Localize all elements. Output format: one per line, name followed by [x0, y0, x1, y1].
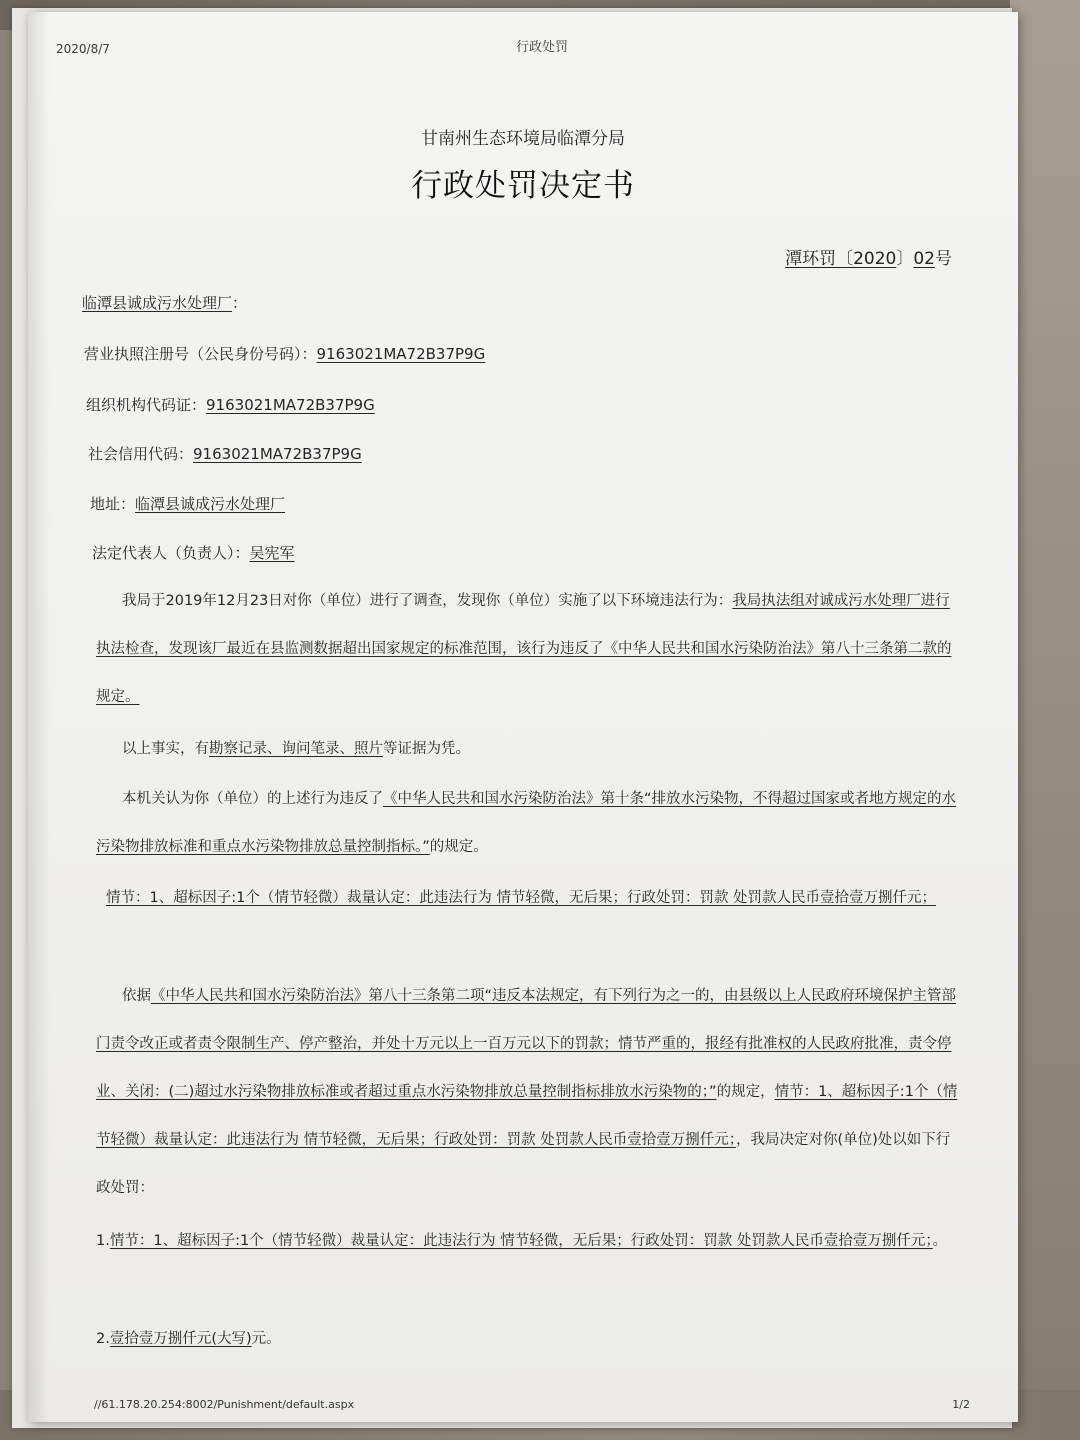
- print-page-number: 1/2: [952, 1398, 970, 1411]
- print-footer-url: //61.178.20.254:8002/Punishment/default.aspx: [94, 1398, 355, 1411]
- agency-name: 甘南州生态环境局临潭分局: [421, 129, 625, 149]
- decision-basis-end: ，我局决定对你(单位)处以如下行政处罚：: [96, 1132, 951, 1196]
- field-org-code: [86, 394, 375, 415]
- decision-basis-mid: 的规定，: [716, 1084, 775, 1100]
- investigation-text: 我局于2019年12月23日对你（单位）进行了调查，发现你（单位）实施了以下环境违法行为：: [122, 593, 733, 609]
- paragraph-evidence: [96, 725, 958, 773]
- paragraph-decision-basis: [96, 972, 958, 1212]
- penalty-item-text: 情节：1、超标因子:1个（情节轻微）裁量认定：此违法行为 情节轻微，无后果；行政处罚：罚款 处罚款人民币壹拾壹万捌仟元；: [109, 1233, 933, 1249]
- paragraph-legal-basis: [96, 775, 958, 871]
- field-value: 临潭县诚成污水处理厂: [135, 495, 286, 513]
- field-label: 地址：: [90, 495, 136, 513]
- document-number: [785, 244, 952, 269]
- penalty-amount: 壹拾壹万捌仟元(大写): [109, 1331, 252, 1347]
- number-seq: 02: [913, 249, 935, 269]
- decision-law-citation: 《中华人民共和国水污染防治法》第八十三条第二项“违反本法规定，有下列行为之一的，由县级以上人民政府环境保护主管部门责令改正或者责令限制生产、停产整治，并处十万元以上一百万元以下的罚款；情节严重的，报经有批准权的人民政府批准，责令停业、关闭：(二)超过水污染物排放标准或者超过重点水污染物排放总量控制指标排放水污染物的；”: [96, 988, 957, 1100]
- field-address: [90, 493, 285, 514]
- field-label: 组织机构代码证：: [86, 396, 207, 414]
- field-credit-code: [88, 443, 362, 464]
- field-license: [84, 343, 485, 364]
- number-year: 2020: [853, 249, 897, 269]
- document-page: [28, 12, 1018, 1422]
- field-legal-rep: [92, 542, 295, 563]
- field-value: 9163021MA72B37P9G: [206, 396, 375, 414]
- print-header-title: 行政处罚: [516, 40, 569, 55]
- penalty-item-2: [96, 1315, 958, 1363]
- legal-basis-text: 本机关认为你（单位）的上述行为违反了: [122, 791, 383, 807]
- page-shadow: [28, 12, 50, 1422]
- print-date: 2020/8/7: [56, 42, 110, 56]
- penalty-item-number: 1.: [96, 1233, 110, 1249]
- field-value: 吴宪军: [249, 544, 295, 562]
- number-mid: 〕: [896, 249, 914, 269]
- background-right: [1010, 0, 1080, 1440]
- evidence-list: 勘察记录、询问笔录、照片: [209, 741, 383, 757]
- legal-basis-citation: 《中华人民共和国水污染防治法》第十条“排放水污染物，不得超过国家或者地方规定的水污染物排放标准和重点水污染物排放总量控制指标。”: [96, 791, 957, 855]
- legal-basis-end: 的规定。: [429, 839, 488, 855]
- field-label: 营业执照注册号（公民身份号码）：: [84, 345, 317, 363]
- field-label: 法定代表人（负责人）：: [92, 544, 250, 562]
- evidence-text: 以上事实，有: [122, 741, 209, 757]
- circumstances-text: 情节：1、超标因子:1个（情节轻微）裁量认定：此违法行为 情节轻微，无后果；行政处罚：罚款 处罚款人民币壹拾壹万捌仟元；: [106, 890, 937, 906]
- decision-basis-text: 依据: [122, 988, 151, 1004]
- violation-description: 我局执法组对诚成污水处理厂进行执法检查，发现该厂最近在县监测数据超出国家规定的标准范围，该行为违反了《中华人民共和国水污染防治法》第八十三条第二款的规定。: [96, 593, 952, 705]
- recipient-name: 临潭县诚成污水处理厂: [82, 294, 233, 312]
- decision-circumstances: 情节：1、超标因子:1个（情节轻微）裁量认定：此违法行为 情节轻微，无后果；行政处罚：罚款 处罚款人民币壹拾壹万捌仟元；: [96, 1084, 958, 1148]
- penalty-item-number: 2.: [96, 1331, 110, 1347]
- recipient-suffix: ：: [232, 294, 248, 312]
- paragraph-circumstances: [96, 874, 958, 922]
- recipient-line: [82, 292, 247, 313]
- penalty-item-end: 。: [932, 1233, 948, 1249]
- field-label: 社会信用代码：: [88, 445, 194, 463]
- paragraph-investigation: [96, 577, 958, 721]
- penalty-item-end: 元。: [251, 1331, 281, 1347]
- document-title: 行政处罚决定书: [411, 168, 635, 204]
- number-prefix: 潭环罚〔: [785, 249, 854, 269]
- field-value: 9163021MA72B37P9G: [193, 445, 362, 463]
- evidence-text-end: 等证据为凭。: [383, 741, 470, 757]
- field-value: 9163021MA72B37P9G: [316, 345, 486, 363]
- number-suffix: 号: [935, 249, 952, 269]
- penalty-item-1: [96, 1217, 958, 1265]
